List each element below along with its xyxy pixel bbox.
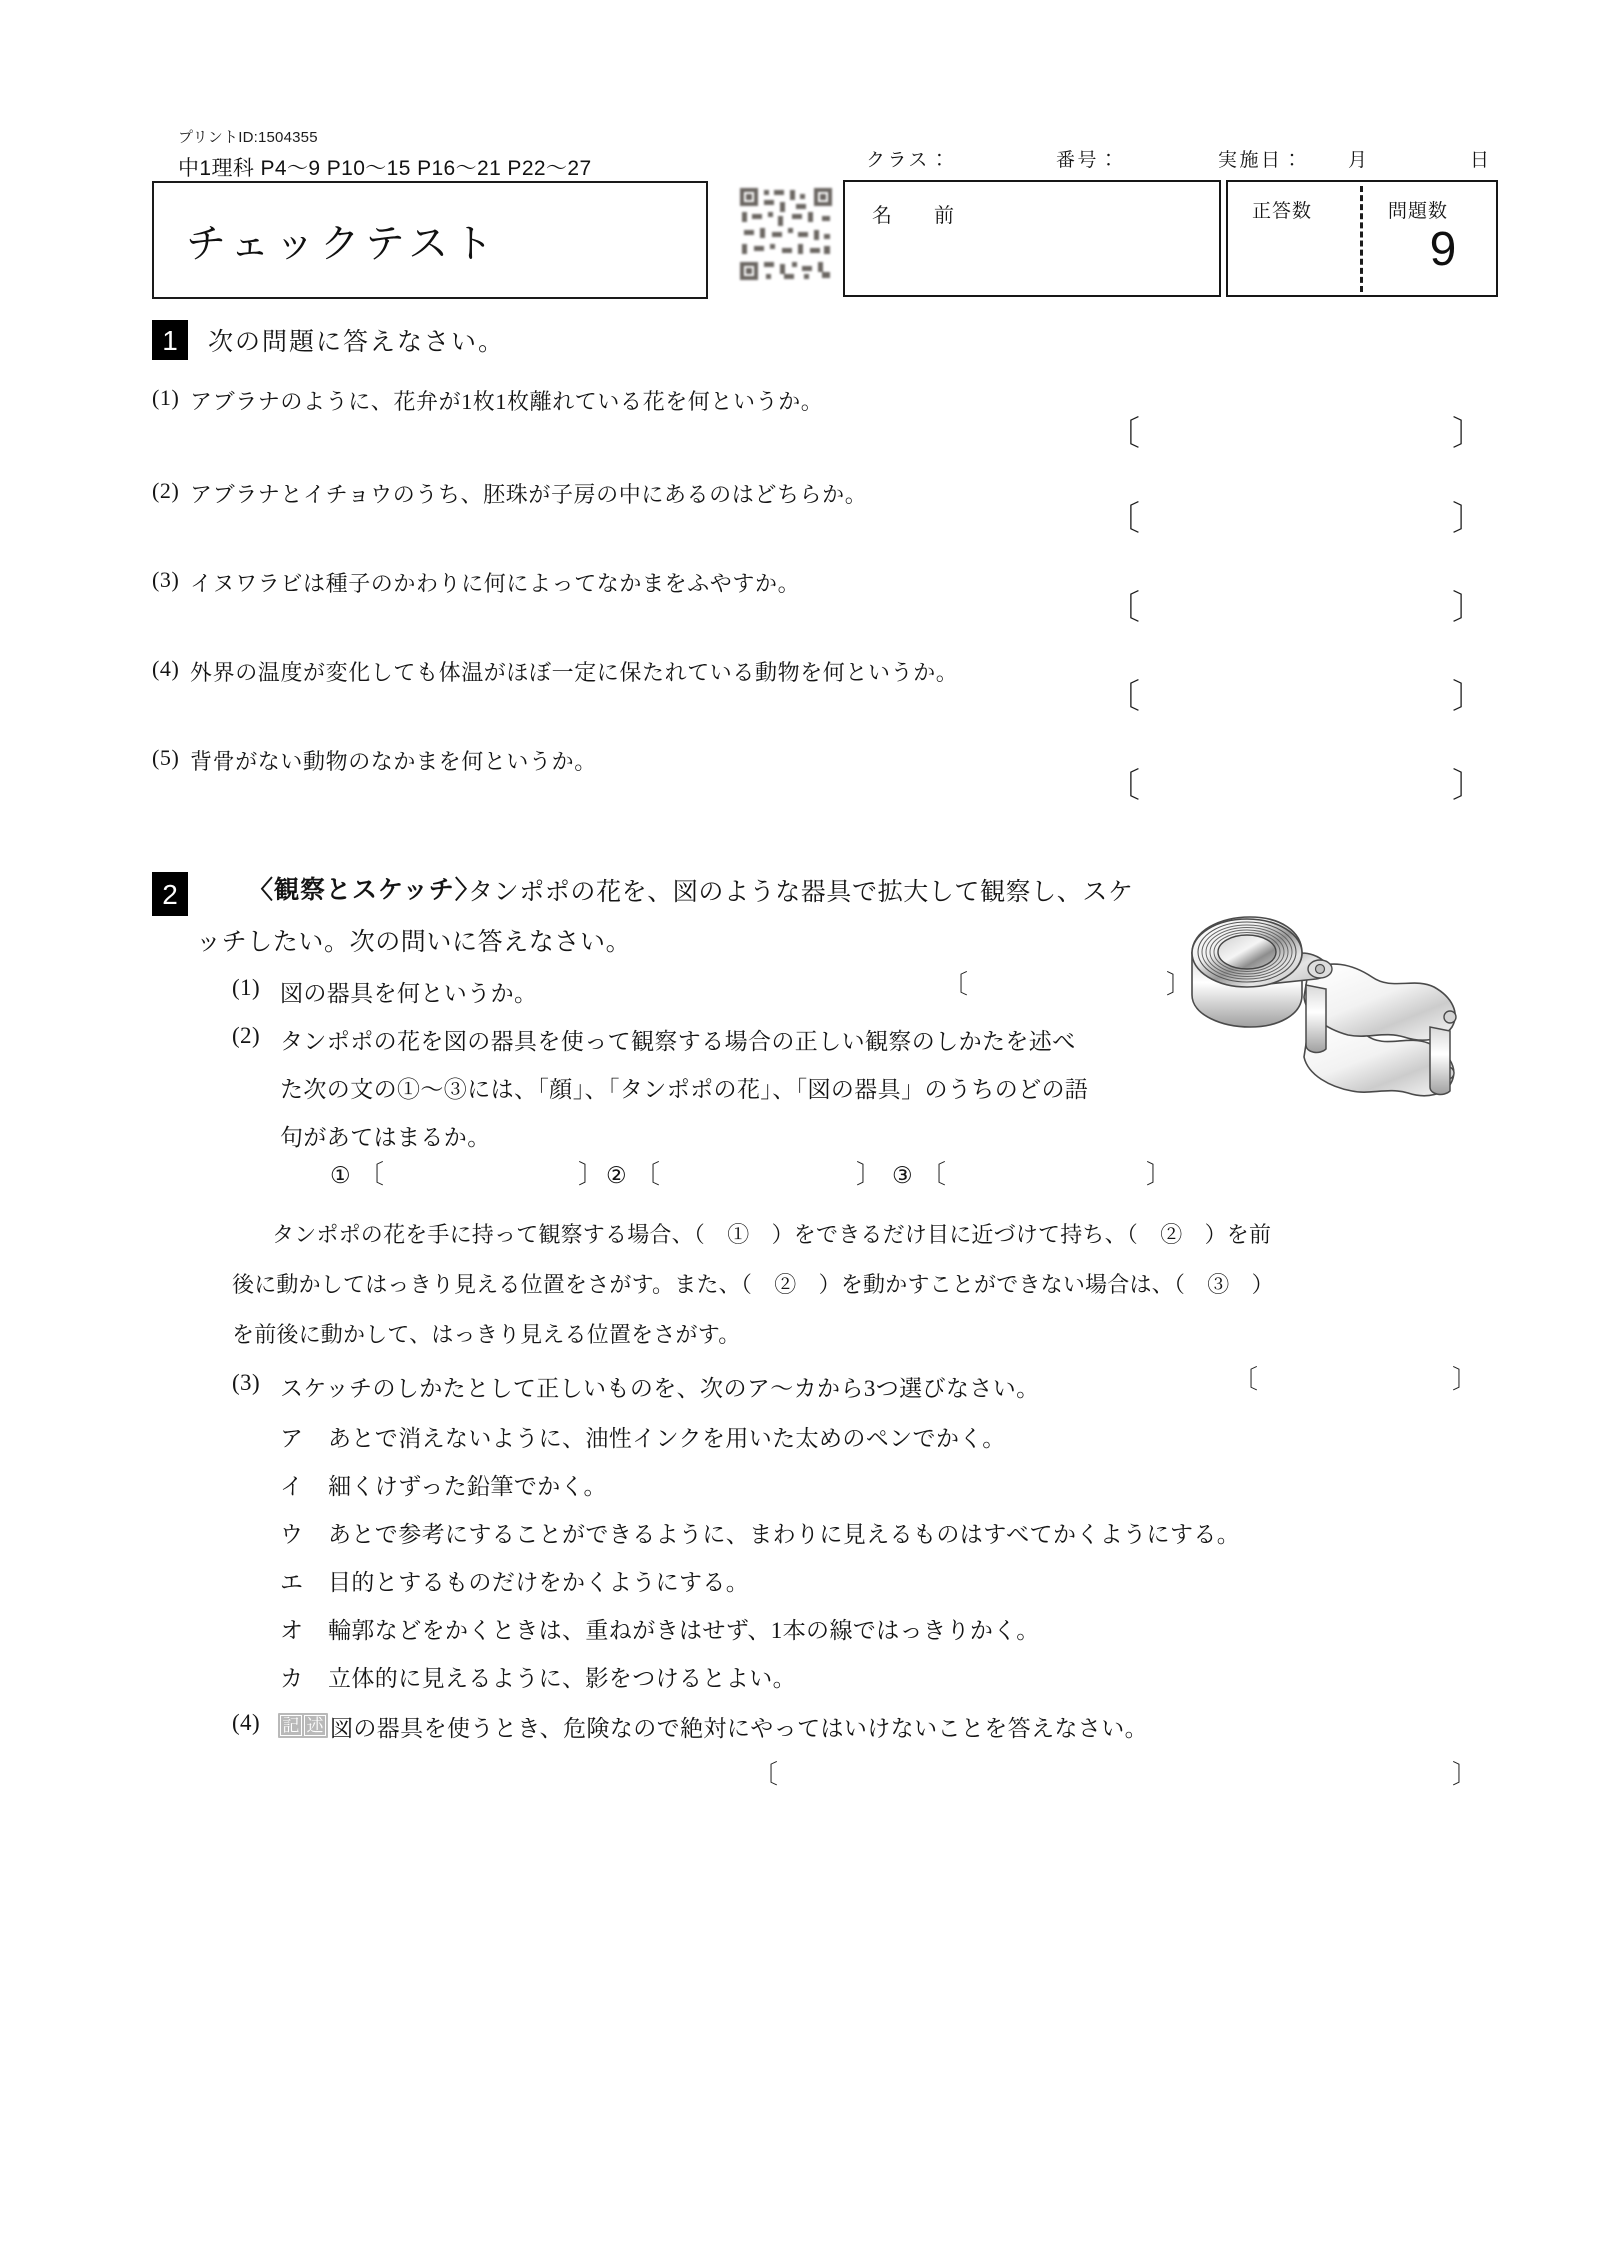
s2-choice-i-text[interactable]: 細くけずった鉛筆でかく。 [328,1474,607,1499]
s2-choice-o-text[interactable]: 輪郭などをかくときは、重ねがきはせず、1本の線ではっきりかく。 [328,1618,1040,1643]
s2-q2-line2: た次の文の①〜③には、「顔」、「タンポポの花」、「図の器具」のうちのどの語 [280,1077,1089,1102]
section-2-intro-line2: ッチしたい。次の問いに答えなさい。 [196,929,632,956]
section-2-badge: 2 [152,872,188,916]
s2-choice-ka-text[interactable]: 立体的に見えるように、影をつけるとよい。 [328,1666,796,1691]
s1-q5-answer-close[interactable]: 〕 [1452,768,1486,805]
kijutsu-badge-char-2: 述 [304,1715,326,1736]
name-label: 名 前 [872,205,965,227]
s2-choice-e-text[interactable]: 目的とするものだけをかくようにする。 [328,1570,750,1595]
s2-passage-line3: を前後に動かして、はっきり見える位置をさがす。 [232,1322,741,1347]
kijutsu-badge [278,1713,328,1738]
s2-blank-2-close[interactable]: 〕 [856,1160,883,1189]
s2-q1-number: (1) [232,975,261,1000]
s1-q4-answer-close[interactable]: 〕 [1452,679,1486,716]
s2-blank-2-label: ② [606,1163,628,1188]
s1-q5-number: (5) [152,745,180,770]
s1-q2-answer-close[interactable]: 〕 [1452,501,1486,538]
s1-q4-answer-open: 〔 [1106,679,1140,716]
s2-blank-3-open: 〔 [920,1160,947,1189]
s1-q3-number: (3) [152,567,180,592]
day-label: 日 [1470,150,1492,171]
s2-q1-answer-close[interactable]: 〕 [1166,970,1193,999]
s1-q4-text: 外界の温度が変化しても体温がほぼ一定に保たれている動物を何というか。 [190,660,959,685]
s2-blank-3-label: ③ [892,1163,914,1188]
s2-blank-3-close[interactable]: 〕 [1146,1160,1173,1189]
s2-choice-u-text[interactable]: あとで参考にすることができるように、まわりに見えるものはすべてかくようにする。 [328,1522,1241,1547]
s2-blank-1-open: 〔 [358,1160,385,1189]
section-2-tag: 〈観察とスケッチ〉 [248,877,481,904]
loupe-magnifier-illustration [1180,895,1470,1130]
section-1-badge: 1 [152,320,188,360]
s2-choice-u-label: ウ [280,1522,304,1547]
section-1-heading: 次の問題に答えなさい。 [208,329,506,356]
s1-q5-text: 背骨がない動物のなかまを何というか。 [190,749,597,774]
s2-q2-line3: 句があてはまるか。 [280,1125,491,1150]
s2-choice-e-label: エ [280,1570,304,1595]
correct-count-label: 正答数 [1252,201,1313,222]
score-divider [1360,186,1363,292]
number-label: 番号： [1056,150,1121,171]
total-questions-label: 問題数 [1388,201,1449,222]
s1-q2-answer-open: 〔 [1106,501,1140,538]
s2-choice-i-label: イ [280,1474,304,1499]
s2-q1-text: 図の器具を何というか。 [280,981,538,1006]
page-title: チェックテスト [186,222,499,266]
s1-q1-text: アブラナのように、花弁が1枚1枚離れている花を何というか。 [190,389,824,414]
s2-q3-text: スケッチのしかたとして正しいものを、次のア〜カから3つ選びなさい。 [280,1376,1040,1401]
s1-q3-answer-close[interactable]: 〕 [1452,590,1486,627]
s2-choice-a-text[interactable]: あとで消えないように、油性インクを用いた太めのペンでかく。 [328,1426,1006,1451]
s2-q2-line1: タンポポの花を図の器具を使って観察する場合の正しい観察のしかたを述べ [280,1029,1076,1054]
class-label: クラス： [866,150,952,171]
s1-q2-number: (2) [152,478,180,503]
kijutsu-badge-char-1: 記 [280,1715,302,1736]
s2-q4-answer-close[interactable]: 〕 [1452,1760,1479,1789]
s1-q4-number: (4) [152,656,180,681]
s1-q5-answer-open: 〔 [1106,768,1140,805]
name-field-box[interactable] [843,180,1221,297]
s2-q4-text: 図の器具を使うとき、危険なので絶対にやってはいけないことを答えなさい。 [330,1716,1149,1741]
month-label: 月 [1348,150,1370,171]
qr-code-icon [738,186,834,282]
s2-blank-1-close[interactable]: 〕 [578,1160,605,1189]
s2-q2-number: (2) [232,1023,261,1048]
s2-q4-answer-open: 〔 [752,1760,779,1789]
total-questions-value: 9 [1429,223,1457,276]
s1-q1-answer-open: 〔 [1106,416,1140,453]
s1-q2-text: アブラナとイチョウのうち、胚珠が子房の中にあるのはどちらか。 [190,482,868,507]
s2-choice-o-label: オ [280,1618,304,1643]
s2-q1-answer-open: 〔 [942,970,969,999]
s2-choice-a-label: ア [280,1426,304,1451]
s2-q3-answer-close[interactable]: 〕 [1452,1365,1479,1394]
s1-q1-answer-close[interactable]: 〕 [1452,416,1486,453]
s2-choice-ka-label: カ [280,1666,304,1691]
course-range-label: 中1理科 P4〜9 P10〜15 P16〜21 P22〜27 [178,157,592,180]
s2-q4-number: (4) [232,1710,261,1735]
s1-q3-text: イヌワラビは種子のかわりに何によってなかまをふやすか。 [190,571,801,596]
section-2-intro-line1: タンポポの花を、図のような器具で拡大して観察し、スケ [468,879,1134,906]
s2-q3-answer-open: 〔 [1232,1365,1259,1394]
s2-blank-1-label: ① [330,1163,352,1188]
s1-q1-number: (1) [152,385,180,410]
s1-q3-answer-open: 〔 [1106,590,1140,627]
date-label: 実施日： [1218,150,1305,171]
s2-blank-2-open: 〔 [634,1160,661,1189]
s2-passage-line2: 後に動かしてはっきり見える位置をさがす。また、（ ② ）を動かすことができない場合は、（ ③ ） [232,1272,1274,1297]
s2-passage-line1: タンポポの花を手に持って観察する場合、（ ① ）をできるだけ目に近づけて持ち、（ ② ）を前 [272,1222,1272,1247]
print-id-label: プリントID:1504355 [178,129,318,146]
s2-q3-number: (3) [232,1370,261,1395]
